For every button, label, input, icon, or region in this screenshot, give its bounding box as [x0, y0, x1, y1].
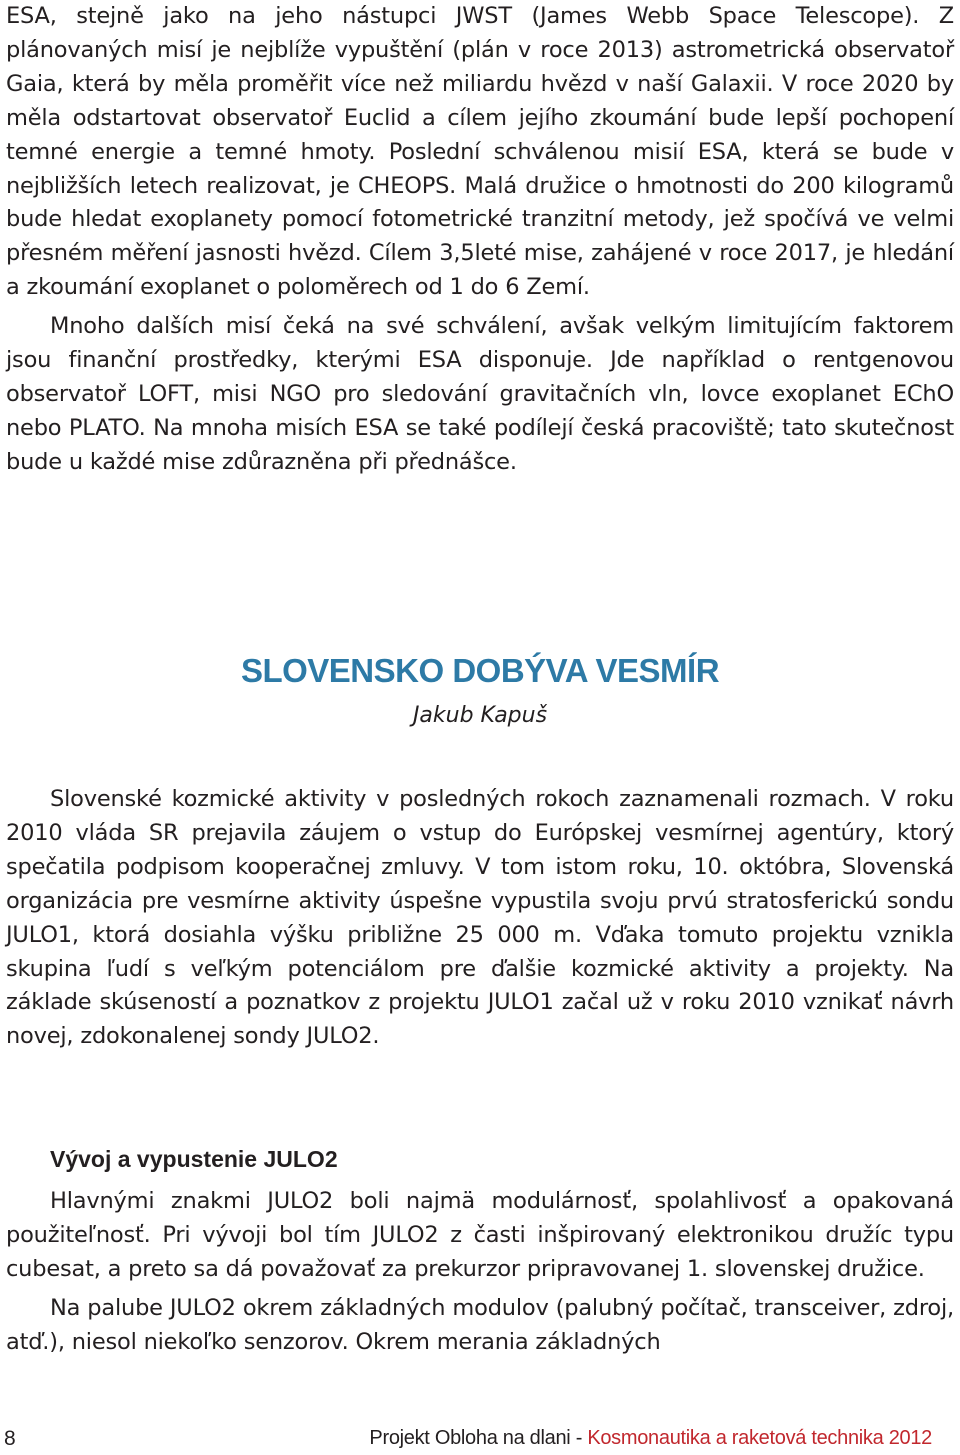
- intro-paragraph-1: ESA, stejně jako na jeho nástupci JWST (James Webb Space Telescope). Z plánovaných misí je nejblíže vypuštění (plán v roce 2013) astrometrická observatoř Gaia, která by měla proměřit více než miliardu hvězd v naší Galaxii. V roce 2020 by měla odstartovat observatoř Euclid a cílem jejího zkoumání bude lepší pochopení temné energie a temné hmoty. Poslední schválenou misií ESA, která se bude v nejbližších letech realizovat, je CHEOPS. Malá družice o hmotnosti do 200 kilogramů bude hledat exoplanety pomocí fotometrické tranzitní metody, jež spočívá ve velmi přesném měření jasnosti hvězd. Cílem 3,5leté mise, zahájené v roce 2017, je hledání a zkoumání exoplanet o poloměrech od 1 do 6 Zemí.: [6, 3, 954, 301]
- article-title: SLOVENSKO DOBÝVA VESMÍR: [240, 652, 720, 689]
- intro-paragraph-2: Mnoho dalších misí čeká na své schválení, avšak velkým limitujícím faktorem jsou finanční prostředky, kterými ESA disponuje. Jde například o rentgenovou observatoř LOFT, misi NGO pro sledování gravitačních vln, lovce exoplanet EChO nebo PLATO. Na mnoha misích ESA se také podílejí česká pracoviště; tato skutečnost bude u každé mise zdůrazněna při přednášce.: [6, 313, 954, 475]
- article-paragraph-2: Hlavnými znakmi JULO2 boli najmä modulárnosť, spolahlivosť a opakovaná použiteľnosť. Pri vývoji bol tím JULO2 z časti inšpirovaný elektronikou družíc typu cubesat, a preto sa dá považovať za prekurzor pripravovanej 1. slovenskej družice.: [6, 1188, 954, 1282]
- intro-text-block: [6, 0, 954, 480]
- article-text-block-2: [6, 1185, 954, 1360]
- running-footer: [369, 1427, 932, 1450]
- footer-publication: Projekt Obloha na dlani -: [369, 1427, 588, 1449]
- article-paragraph-1: Slovenské kozmické aktivity v posledných rokoch zaznamenali rozmach. V roku 2010 vláda SR prejavila záujem o vstup do Európskej vesmírnej agentúry, ktorý spečatila podpisom kooperačnej zmluvy. V tom istom roku, 10. októbra, Slovenská organizácia pre vesmírne aktivity úspešne vypustila svoju prvú stratosferickú sondu JULO1, ktorá dosiahla výšku približne 25 000 m. Vďaka tomuto projektu vznikla skupina ľudí s veľkým potenciálom pre ďalšie kozmické aktivity a projekty. Na základe skúseností a poznatkov z projektu JULO1 začal už v roku 2010 vznikať návrh novej, zdokonalenej sondy JULO2.: [6, 786, 954, 1050]
- article-text-block-1: [6, 783, 954, 1054]
- footer-series: Kosmonautika a raketová technika 2012: [587, 1427, 932, 1449]
- article-author: Jakub Kapuš: [412, 703, 548, 728]
- article-paragraph-3: Na palube JULO2 okrem základných modulov (palubný počítač, transceiver, zdroj, atď.), niesol niekoľko senzorov. Okrem merania základných: [6, 1294, 954, 1355]
- section-subheading: Vývoj a vypustenie JULO2: [50, 1146, 338, 1172]
- page-number: 8: [4, 1427, 16, 1450]
